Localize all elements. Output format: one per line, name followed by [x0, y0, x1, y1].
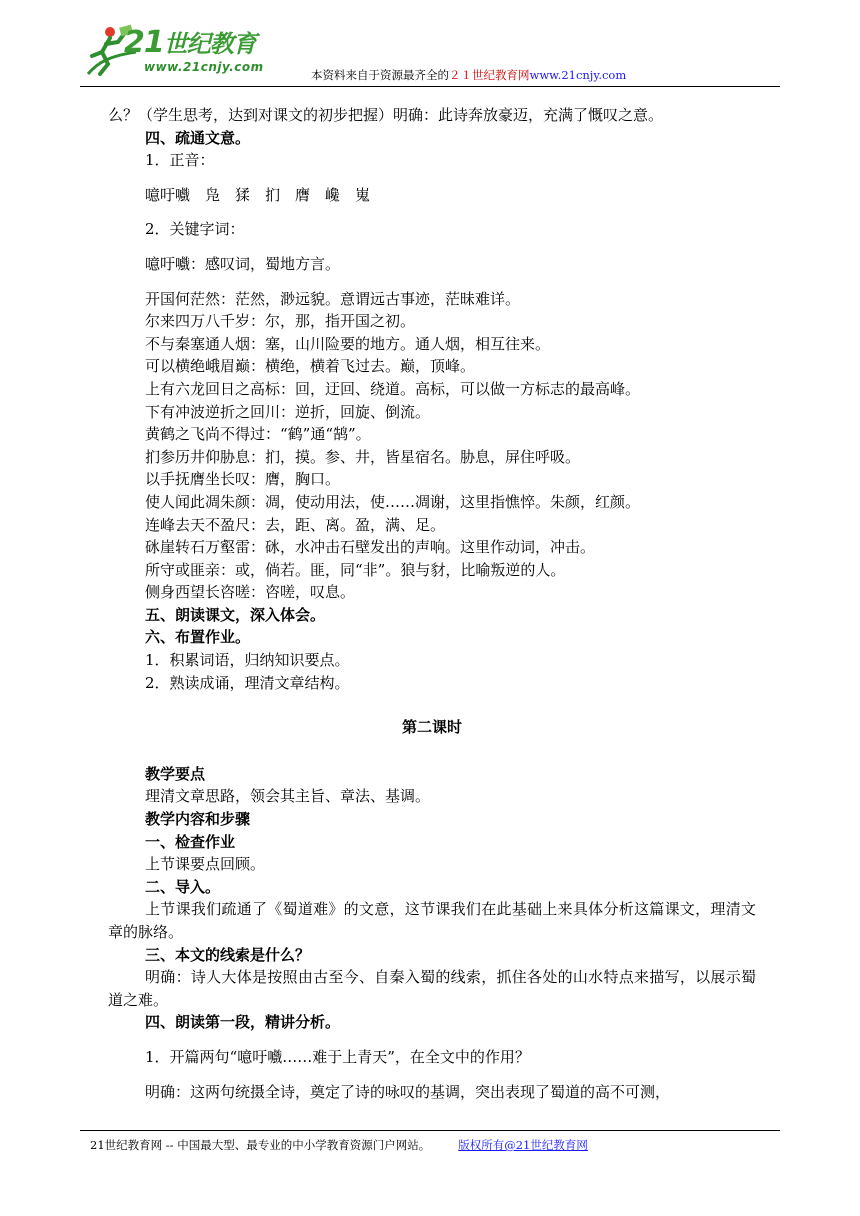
text-line: 不与秦塞通人烟：塞，山川险要的地方。通人烟，相互往来。 [145, 334, 551, 353]
logo-wordmark [124, 24, 256, 60]
document-body [108, 104, 756, 1103]
text-line: 2．关键字词： [145, 220, 245, 239]
paragraph: 上节课我们疏通了《蜀道难》的文意，这节课我们在此基础上来具体分析这篇课文，理清文章的脉络。 [108, 900, 756, 941]
section-heading: 六、布置作业。 [145, 628, 251, 647]
header-source-note [311, 67, 626, 83]
header-note-site: ２１世纪教育网 [449, 68, 530, 82]
text-line: 上节课要点回顾。 [145, 855, 266, 874]
text-line: 开国何茫然：茫然，渺远貌。意谓远古事迹，茫昧难详。 [145, 289, 521, 308]
footer-text: 21世纪教育网 -- 中国最大型、最专业的中小学教育资源门户网站。 [90, 1138, 431, 1152]
paragraph: 明确：诗人大体是按照由古至今、自秦入蜀的线索，抓住各处的山水特点来描写，以展示蜀道之难。 [108, 968, 756, 1009]
logo-url: www.21cnjy.com [144, 60, 264, 74]
logo-chinese: 世纪教育 [163, 30, 256, 58]
text-line: 2．熟读成诵，理清文章结构。 [145, 673, 350, 692]
text-line: 1．积累词语，归纳知识要点。 [145, 651, 350, 670]
section-heading: 一、检查作业 [145, 832, 236, 851]
text-line: 尔来四万八千岁：尔，那，指开国之初。 [145, 312, 416, 331]
text-line: 扪参历井仰胁息：扪，摸。参、井，皆星宿名。胁息，屏住呼吸。 [145, 447, 581, 466]
text-line: 上有六龙回日之高标：回，迂回、绕道。高标，可以做一方标志的最高峰。 [145, 379, 641, 398]
header-note-url[interactable]: www.21cnjy.com [529, 68, 627, 82]
section-heading: 二、导入。 [145, 877, 221, 896]
section-title: 第二课时 [401, 718, 462, 737]
text-line: 噫吁嚱：感叹词，蜀地方言。 [145, 254, 341, 273]
footer-divider [80, 1130, 780, 1131]
text-line: 1．正音： [145, 151, 215, 170]
header-note-prefix: 本资料来自于资源最齐全的 [311, 68, 449, 82]
section-heading: 三、本文的线索是什么？ [145, 945, 311, 964]
section-heading: 四、朗读第一段，精讲分析。 [145, 1013, 341, 1032]
header-divider [80, 86, 780, 87]
section-heading: 五、朗读课文，深入体会。 [145, 605, 326, 624]
text-line: 使人闻此凋朱颜：凋，使动用法，使……凋谢，这里指憔悴。朱颜，红颜。 [145, 492, 641, 511]
text-line: 明确：这两句统摄全诗，奠定了诗的咏叹的基调，突出表现了蜀道的高不可测， [145, 1082, 671, 1101]
section-heading: 教学要点 [145, 764, 206, 783]
text-line: 噫吁嚱 凫 猱 扪 膺 巉 嵬 [145, 185, 371, 204]
text-line: 侧身西望长咨嗟：咨嗟，叹息。 [145, 583, 356, 602]
text-line: 以手抚膺坐长叹：膺，胸口。 [145, 470, 341, 489]
text-line: 下有冲波逆折之回川：逆折，回旋、倒流。 [145, 402, 431, 421]
text-line: 理清文章思路，领会其主旨、章法、基调。 [145, 787, 431, 806]
site-logo[interactable] [80, 22, 300, 84]
text-line: 连峰去天不盈尺：去，距、离。盈，满、足。 [145, 515, 446, 534]
text-line: 所守或匪亲：或，倘若。匪，同“非”。狼与豺，比喻叛逆的人。 [145, 560, 566, 579]
text-line: 么？（学生思考，达到对课文的初步把握）明确：此诗奔放豪迈，充满了慨叹之意。 [108, 106, 664, 124]
page-footer [90, 1137, 588, 1153]
section-heading: 教学内容和步骤 [145, 810, 251, 829]
text-line: 黄鹤之飞尚不得过：“鹤”通“鹄”。 [145, 425, 371, 444]
text-line: 可以横绝峨眉巅：横绝，横着飞过去。巅，顶峰。 [145, 357, 476, 376]
logo-number: 21 [124, 25, 164, 60]
copyright-link[interactable]: 版权所有@21世纪教育网 [458, 1138, 588, 1152]
text-line: 砯崖转石万壑雷：砯，水冲击石壁发出的声响。这里作动词，冲击。 [145, 538, 596, 557]
section-heading: 四、疏通文意。 [145, 128, 251, 147]
page-header [80, 22, 780, 88]
text-line: 1．开篇两句“噫吁嚱……难于上青天”，在全文中的作用？ [145, 1047, 530, 1066]
